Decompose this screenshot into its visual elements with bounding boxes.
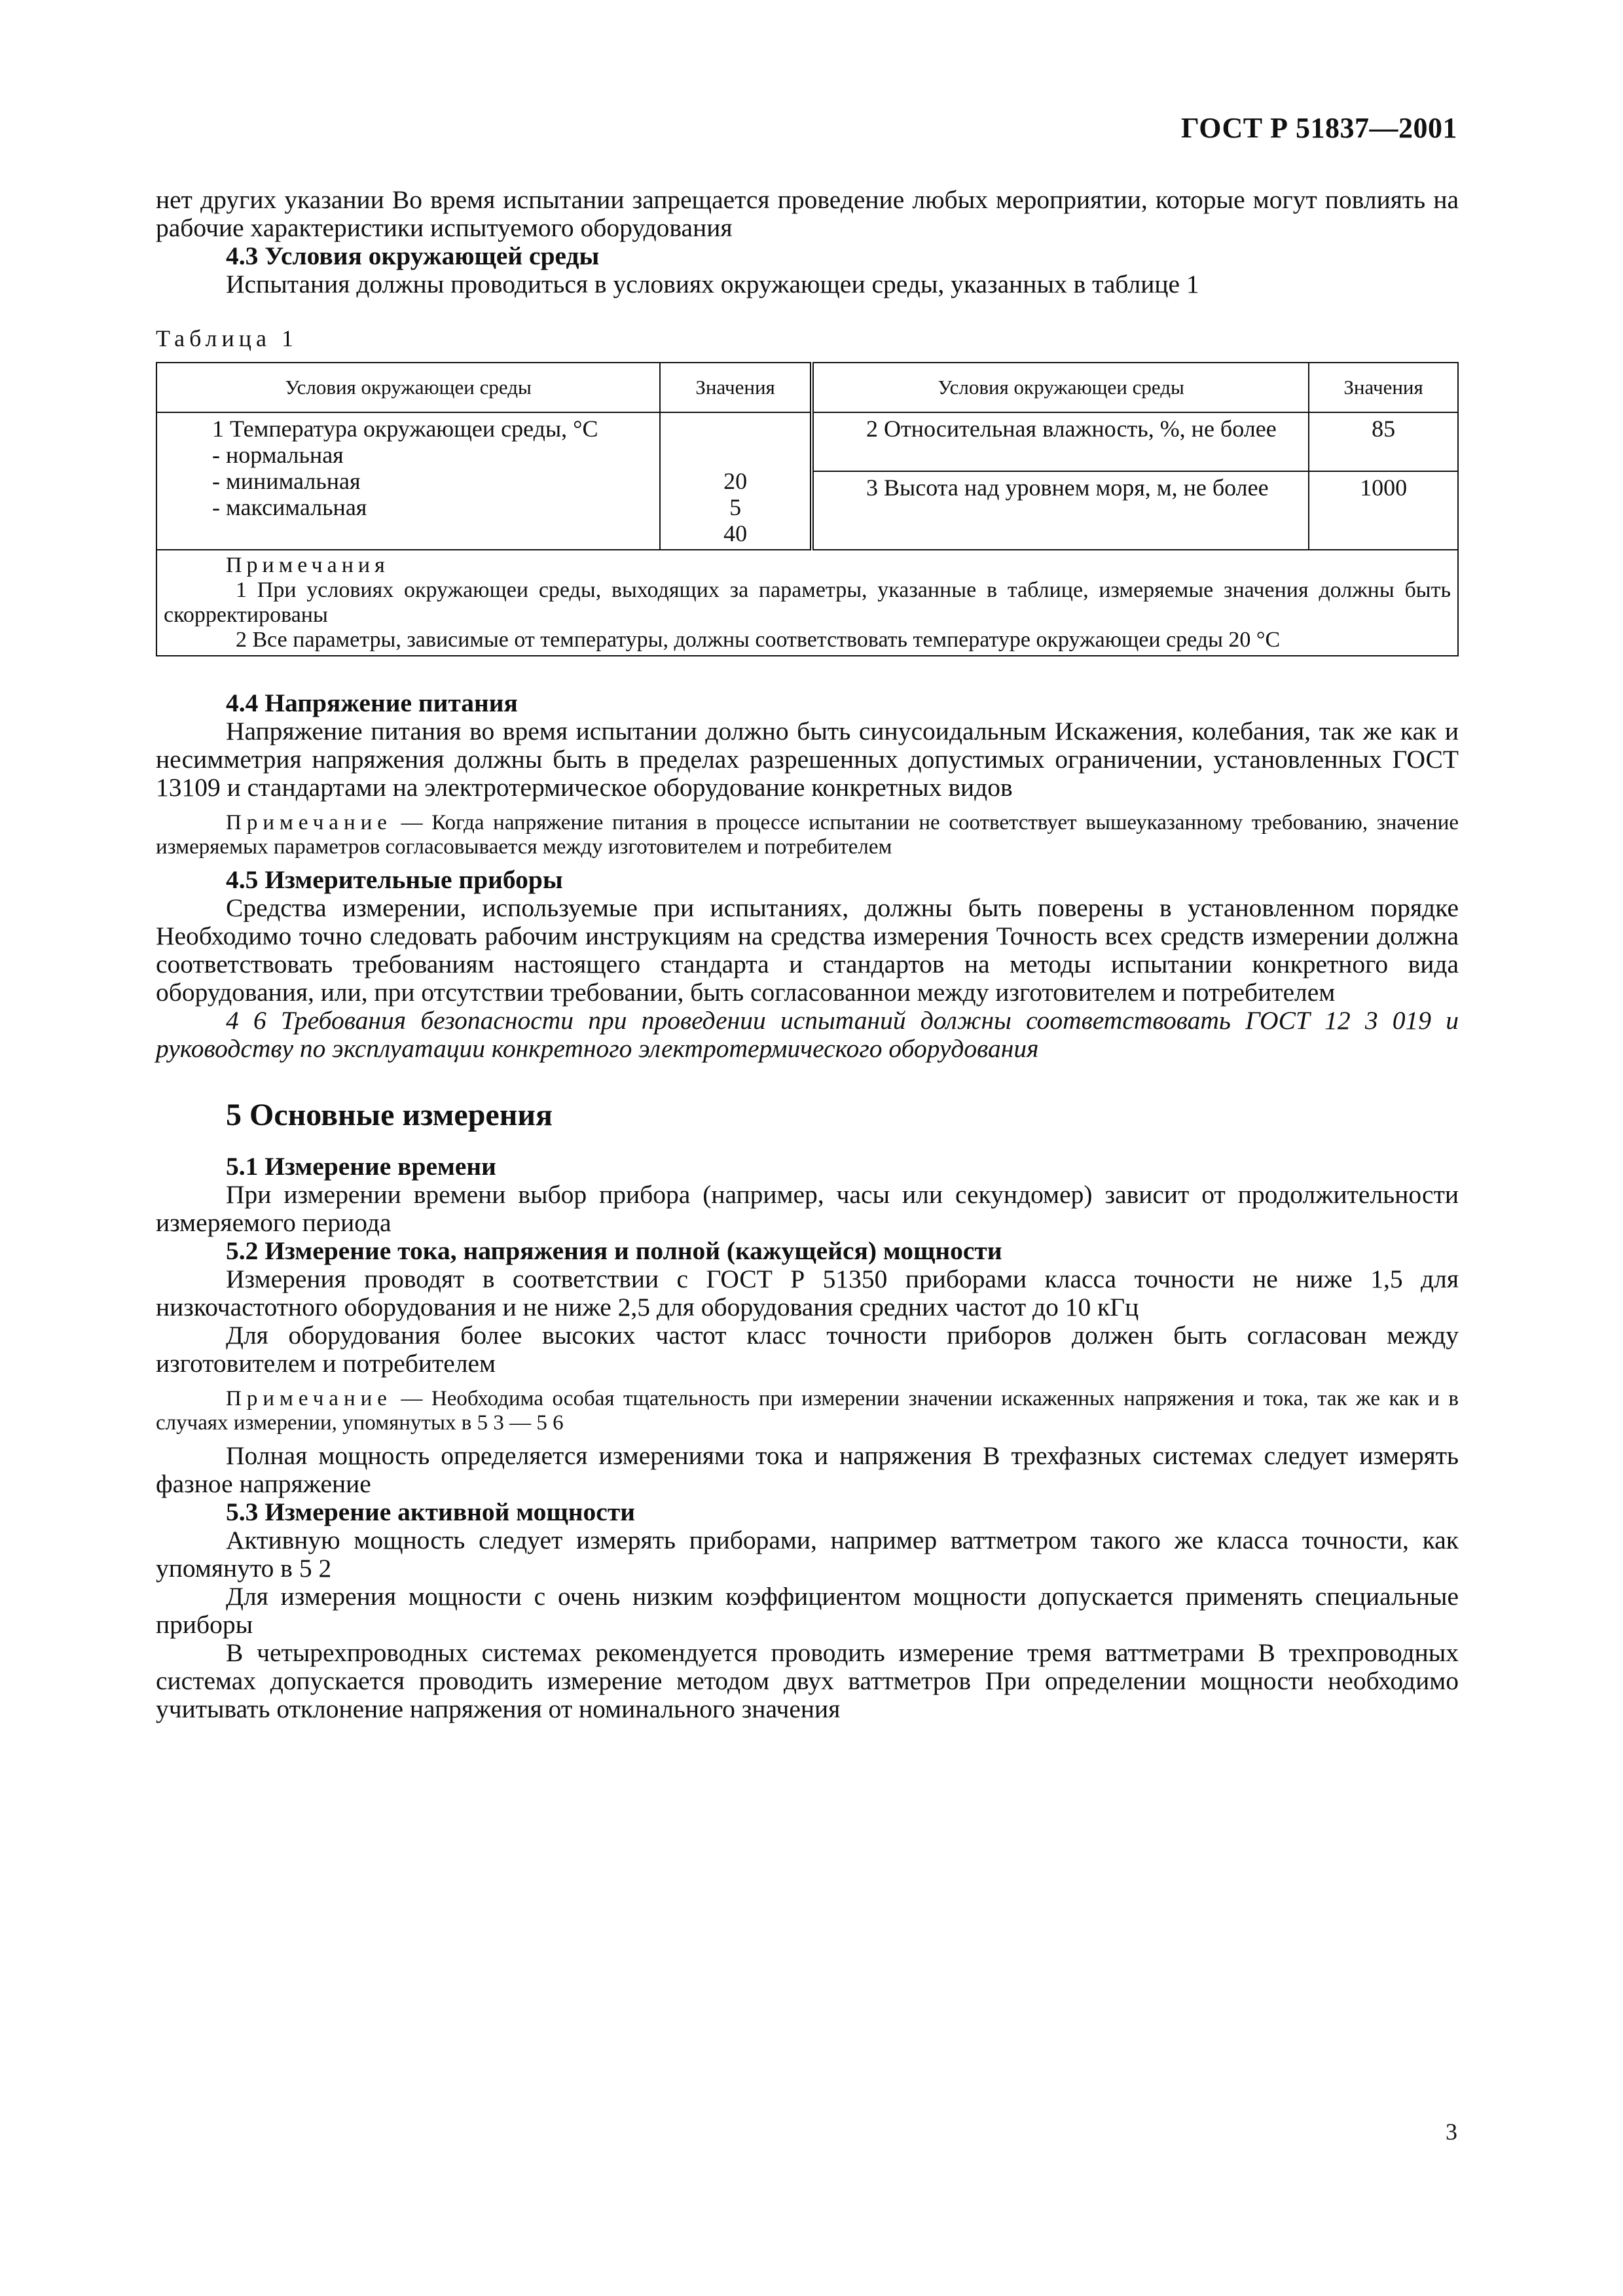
section-5-3-para-2: Для измерения мощности с очень низким коэффициентом мощности допускается применять специальные приборы (156, 1582, 1459, 1639)
section-5-1-title: 5.1 Измерение времени (226, 1152, 496, 1181)
section-4-4-title: 4.4 Напряжение питания (226, 689, 518, 717)
section-5-3-para-1: Активную мощность следует измерять приборами, например ваттметром такого же класса точности, как упомянуто в 5 2 (156, 1526, 1459, 1583)
section-5-3-para-3: В четырехпроводных системах рекомендуется проводить измерение тремя ваттметрами В трехпроводных системах допускается проводить измерение методом двух ваттметров При определении мощности необходимо учитывать отклонение напряжения от номинального значения (156, 1638, 1459, 1723)
table-1-caption: Таблица 1 (156, 325, 298, 351)
note-text: — Необходима особая тщательность при измерении значении искаженных напряжения и тока, так же как и в случаях измерении, упомянутых в 5 3 — 5 6 (156, 1387, 1459, 1435)
temperature-min-label: - минимальная (212, 468, 361, 494)
section-5-3-title: 5.3 Измерение активной мощности (226, 1498, 635, 1526)
section-4-5-title: 4.5 Измерительные приборы (226, 865, 563, 894)
note-label: Примечание (226, 1387, 392, 1410)
table-cell-right-values (1309, 412, 1458, 550)
section-4-4-note (156, 811, 1459, 859)
section-5-2-para-3: Полная мощность определяется измерениями тока и напряжения В трехфазных системах следует измерять фазное напряжение (156, 1441, 1459, 1498)
temperature-max-value: 40 (723, 520, 748, 547)
table-note-2: 2 Все параметры, зависимые от температуры, должны соответствовать температуре окружающеи среды 20 °С (236, 628, 1281, 652)
altitude-label: 3 Высота над уровнем моря, м, не более (866, 475, 1269, 501)
humidity-label: 2 Относительная влажность, %, не более (814, 413, 1308, 472)
table-note-1: 1 При условиях окружающеи среды, выходящих за параметры, указанные в таблице, измеряемые значения должны быть скорректированы (164, 578, 1451, 627)
section-5-1-text: При измерении времени выбор прибора (например, часы или секундомер) зависит от продолжительности измеряемого периода (156, 1180, 1459, 1237)
altitude-value: 1000 (1360, 475, 1408, 501)
table-header-values-left: Значения (660, 363, 812, 412)
section-5-2-para-1: Измерения проводят в соответствии с ГОСТ Р 51350 приборами класса точности не ниже 1,5 для низкочастотного оборудования и не ниже 2,5 для оборудования средних частот до 10 кГц (156, 1265, 1459, 1321)
humidity-value: 85 (1309, 413, 1457, 472)
environment-conditions-table (156, 362, 1459, 656)
section-4-3-text: Испытания должны проводиться в условиях окружающеи среды, указанных в таблице 1 (226, 270, 1199, 298)
section-5-heading: 5 Основные измерения (226, 1098, 553, 1132)
temperature-normal-value: 20 (723, 468, 748, 494)
page-number: 3 (1446, 2119, 1457, 2145)
temperature-label: 1 Температура окружающеи среды, °С (212, 416, 598, 442)
table-cell-right-conditions (812, 412, 1309, 550)
section-4-4-text: Напряжение питания во время испытании должно быть синусоидальным Искажения, колебания, так же как и несимметрия напряжения должны быть в пределах разрешенных допустимых ограничении, установленных ГОСТ 13109 и стандартами на электротермическое оборудование конкретных видов (156, 717, 1459, 802)
section-4-5-text: Средства измерении, используемые при испытаниях, должны быть поверены в установленном порядке Необходимо точно следовать рабочим инструкциям на средства измерения Точность всех средств измерении должна соответствовать требованиям настоящего стандарта и стандартов на методы испытании конкретного вида оборудования, или, при отсутствии требовании, быть согласованнои между изготовителем и потребителем (156, 893, 1459, 1007)
temperature-max-label: - максимальная (212, 494, 367, 520)
table-header-conditions-right: Условия окружающеи среды (812, 363, 1309, 412)
section-4-3-title: 4.3 Условия окружающей среды (226, 242, 600, 270)
temperature-normal-label: - нормальная (212, 442, 344, 468)
section-4-6-text: 4 6 Требования безопасности при проведении испытаний должны соответствовать ГОСТ 12 3 019 и руководству по эксплуатации конкретного электротермического оборудования (156, 1006, 1459, 1063)
table-notes-title: Примечания (226, 553, 390, 577)
document-body (156, 186, 1459, 1723)
table-header-conditions-left: Условия окружающеи среды (156, 363, 660, 412)
document-header-id: ГОСТ Р 51837—2001 (1180, 112, 1457, 144)
section-5-2-note (156, 1387, 1459, 1435)
table-cell-temperature-values (660, 412, 812, 550)
table-cell-temperature (156, 412, 660, 550)
table-header-values-right: Значения (1309, 363, 1458, 412)
note-text: — Когда напряжение питания в процессе испытании не соответствует вышеуказанному требованию, значение измеряемых параметров согласовывается между изготовителем и потребителем (156, 811, 1459, 859)
section-5-2-title: 5.2 Измерение тока, напряжения и полной (кажущейся) мощности (226, 1236, 1002, 1265)
table-notes-cell (156, 550, 1458, 656)
section-5-2-para-2: Для оборудования более высоких частот класс точности приборов должен быть согласован между изготовителем и потребителем (156, 1321, 1459, 1378)
note-label: Примечание (226, 811, 392, 834)
intro-paragraph: нет других указании Во время испытании запрещается проведение любых мероприятии, которые могут повлиять на рабочие характеристики испытуемого оборудования (156, 185, 1459, 242)
temperature-min-value: 5 (729, 494, 742, 520)
